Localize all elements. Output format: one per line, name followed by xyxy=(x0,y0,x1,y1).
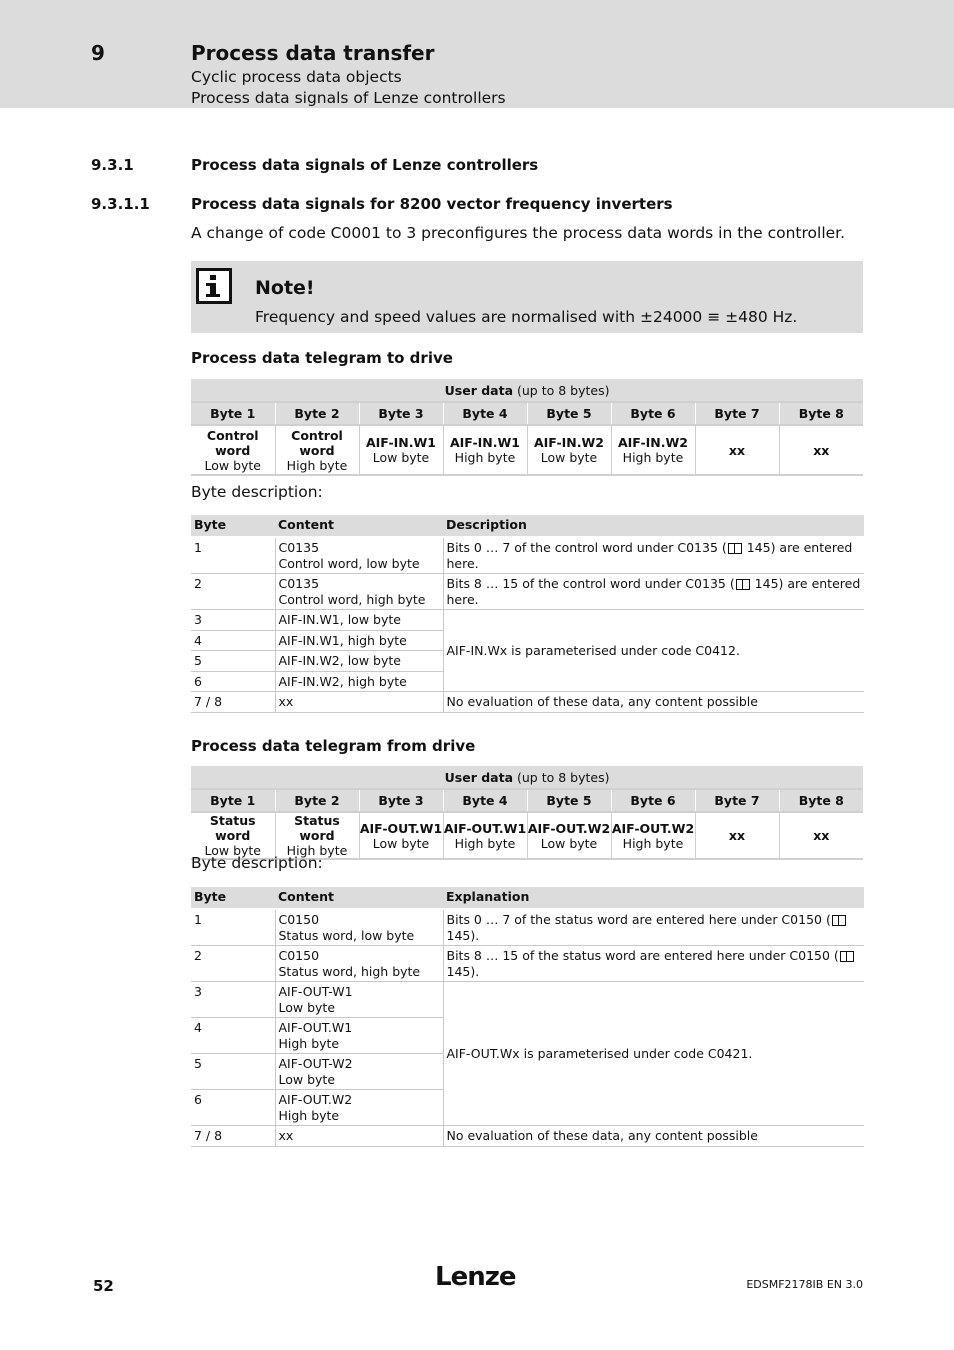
table-row: 4 AIF-IN.W1, high byte xyxy=(191,630,864,651)
table-row: 2 C0135 Control word, high byte Bits 8 … 15 of the control word under C0135 ( 145) are entered here. xyxy=(191,574,864,610)
section-number: 9.3.1 xyxy=(91,156,134,174)
book-icon xyxy=(840,951,854,962)
intro-paragraph: A change of code C0001 to 3 preconfigures the process data words in the controller. xyxy=(191,224,846,242)
column-header: Explanation xyxy=(443,887,864,909)
to-drive-description-table xyxy=(191,515,864,713)
byte-header: Byte 2 xyxy=(275,402,359,425)
byte-cell: xx xyxy=(695,812,779,859)
byte-header: Byte 4 xyxy=(443,402,527,425)
table-row: 3 AIF-IN.W1, low byte AIF-IN.Wx is parameterised under code C0412. xyxy=(191,610,864,631)
note-box xyxy=(191,261,863,333)
document-id: EDSMF2178IB EN 3.0 xyxy=(746,1278,863,1291)
column-header: Byte xyxy=(191,887,275,909)
chapter-title: Process data transfer xyxy=(191,41,435,65)
byte-header: Byte 3 xyxy=(359,789,443,812)
byte-cell: AIF-OUT.W2 High byte xyxy=(611,812,695,859)
byte-header: Byte 5 xyxy=(527,402,611,425)
byte-cell: Control word High byte xyxy=(275,425,359,475)
byte-header: Byte 1 xyxy=(191,789,275,812)
table-row: 6 AIF-IN.W2, high byte xyxy=(191,671,864,692)
column-header: Description xyxy=(443,515,864,537)
byte-cell: AIF-IN.W1 Low byte xyxy=(359,425,443,475)
byte-header: Byte 6 xyxy=(611,789,695,812)
byte-description-label: Byte description: xyxy=(191,483,323,501)
column-header: Byte xyxy=(191,515,275,537)
chapter-subtitle: Cyclic process data objects xyxy=(191,68,402,86)
byte-cell: xx xyxy=(695,425,779,475)
byte-cell: Status word High byte xyxy=(275,812,359,859)
user-data-header: User data (up to 8 bytes) xyxy=(191,379,863,402)
byte-cell: AIF-IN.W2 High byte xyxy=(611,425,695,475)
from-drive-telegram-table xyxy=(191,766,863,860)
subsection-title: Process data signals for 8200 vector frequency inverters xyxy=(191,195,673,213)
note-title: Note! xyxy=(255,277,315,299)
byte-header: Byte 2 xyxy=(275,789,359,812)
byte-header: Byte 3 xyxy=(359,402,443,425)
chapter-subtitle: Process data signals of Lenze controllers xyxy=(191,89,506,107)
byte-cell: AIF-OUT.W1 High byte xyxy=(443,812,527,859)
byte-header: Byte 8 xyxy=(779,789,863,812)
chapter-header xyxy=(0,0,954,108)
byte-cell: AIF-IN.W2 Low byte xyxy=(527,425,611,475)
info-icon xyxy=(196,268,232,304)
table-row: 7 / 8 xx No evaluation of these data, any content possible xyxy=(191,692,864,713)
byte-header: Byte 8 xyxy=(779,402,863,425)
merged-description: AIF-IN.Wx is parameterised under code C0412. xyxy=(443,610,864,692)
byte-description-label: Byte description: xyxy=(191,854,323,872)
byte-cell: xx xyxy=(779,425,863,475)
byte-header: Byte 1 xyxy=(191,402,275,425)
subsection-number: 9.3.1.1 xyxy=(91,195,150,213)
table-row: 1 C0135 Control word, low byte Bits 0 … 7 of the control word under C0135 ( 145) are entered here. xyxy=(191,537,864,574)
page-number: 52 xyxy=(93,1277,114,1295)
table-row: 7 / 8 xx No evaluation of these data, any content possible xyxy=(191,1126,864,1147)
table-row: 1 C0150 Status word, low byte Bits 0 … 7 of the status word are entered here under C0150 ( 145). xyxy=(191,909,864,946)
table-row: 5 AIF-IN.W2, low byte xyxy=(191,651,864,672)
byte-header: Byte 5 xyxy=(527,789,611,812)
byte-cell: Status word Low byte xyxy=(191,812,275,859)
from-drive-description-table xyxy=(191,887,864,1147)
column-header: Content xyxy=(275,515,443,537)
byte-cell: AIF-OUT.W1 Low byte xyxy=(359,812,443,859)
table-row: 2 C0150 Status word, high byte Bits 8 … 15 of the status word are entered here under C0150 ( 145). xyxy=(191,946,864,982)
byte-cell: xx xyxy=(779,812,863,859)
from-drive-heading: Process data telegram from drive xyxy=(191,737,476,755)
note-text: Frequency and speed values are normalised with ±24000 ≡ ±480 Hz. xyxy=(255,308,798,326)
byte-header: Byte 7 xyxy=(695,789,779,812)
byte-cell: Control word Low byte xyxy=(191,425,275,475)
section-title: Process data signals of Lenze controllers xyxy=(191,156,539,174)
byte-header: Byte 4 xyxy=(443,789,527,812)
byte-cell: AIF-OUT.W2 Low byte xyxy=(527,812,611,859)
byte-header: Byte 7 xyxy=(695,402,779,425)
merged-description: AIF-OUT.Wx is parameterised under code C0421. xyxy=(443,982,864,1126)
table-row: 5 AIF-OUT-W2 Low byte xyxy=(191,1054,864,1090)
byte-cell: AIF-IN.W1 High byte xyxy=(443,425,527,475)
chapter-number: 9 xyxy=(91,41,105,65)
to-drive-telegram-table xyxy=(191,379,863,476)
table-row: 4 AIF-OUT.W1 High byte xyxy=(191,1018,864,1054)
lenze-logo: Lenze xyxy=(435,1262,516,1292)
byte-header: Byte 6 xyxy=(611,402,695,425)
table-row: 6 AIF-OUT.W2 High byte xyxy=(191,1090,864,1126)
table-row: 3 AIF-OUT-W1 Low byte AIF-OUT.Wx is parameterised under code C0421. xyxy=(191,982,864,1018)
user-data-header: User data (up to 8 bytes) xyxy=(191,766,863,789)
book-icon xyxy=(736,579,750,590)
book-icon xyxy=(728,543,742,554)
to-drive-heading: Process data telegram to drive xyxy=(191,349,453,367)
column-header: Content xyxy=(275,887,443,909)
book-icon xyxy=(832,915,846,926)
